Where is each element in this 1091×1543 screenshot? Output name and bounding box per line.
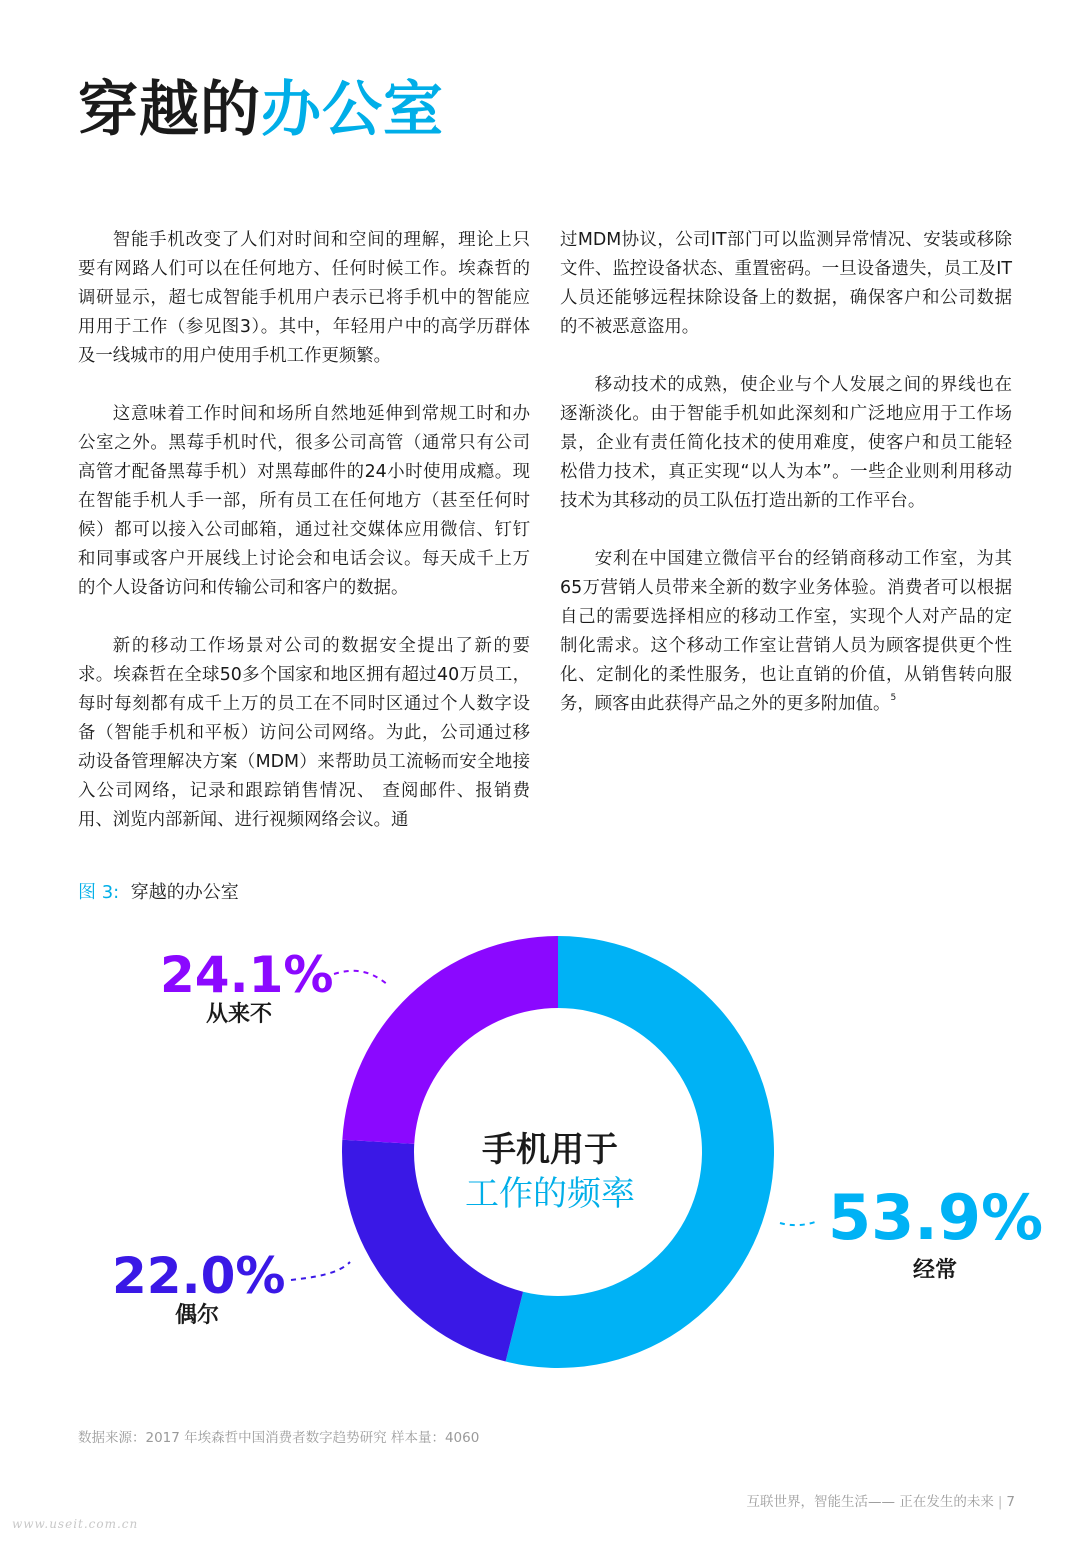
label-often-category: 经常: [913, 1258, 958, 1283]
leader-never: [334, 971, 388, 985]
label-often-percent: 53.9%: [828, 1181, 1044, 1254]
paragraph-continued: 过MDM协议，公司IT部门可以监测异常情况、安装或移除文件、监控设备状态、重置密码。一旦设备遗失，员工及IT人员还能够远程抹除设备上的数据，确保客户和公司数据的不被恶意盗用。: [560, 230, 1012, 337]
footer-separator: |: [997, 1494, 1003, 1510]
figure-title: 穿越的办公室: [130, 882, 239, 903]
data-source: 数据来源：2017 年埃森哲中国消费者数字趋势研究 样本量：4060: [78, 1430, 480, 1446]
page-title: [78, 72, 444, 148]
paragraph: 这意味着工作时间和场所自然地延伸到常规工时和办公室之外。黑莓手机时代，很多公司高管（通常只有公司高管才配备黑莓手机）对黑莓邮件的24小时使用成瘾。现在智能手机人手一部，所有员工在任何地方（甚至任何时候）都可以接入公司邮箱，通过社交媒体应用微信、钉钉和同事或客户开展线上讨论会和电话会议。每天成千上万的个人设备访问和传输公司和客户的数据。: [78, 404, 530, 598]
leader-sometimes: [291, 1262, 350, 1280]
donut-center-title: 手机用于: [482, 1130, 618, 1170]
paragraph: 新的移动工作场景对公司的数据安全提出了新的要求。埃森哲在全球50多个国家和地区拥有超过40万员工，每时每刻都有成千上万的员工在不同时区通过个人数字设备（智能手机和平板）访问公司网络。为此，公司通过移动设备管理解决方案（MDM）来帮助员工流畅而安全地接入公司网络，记录和跟踪销售情况、 查阅邮件、报销费用、浏览内部新闻、进行视频网络会议。通: [78, 636, 530, 830]
body-column-right: [560, 226, 1012, 748]
page-footer: [747, 1490, 1015, 1510]
donut-center-subtitle: 工作的频率: [465, 1174, 635, 1214]
label-sometimes-percent: 22.0%: [112, 1247, 286, 1305]
title-part-1: 穿越的: [78, 75, 261, 145]
label-never-percent: 24.1%: [160, 946, 334, 1004]
footer-text: 互联世界，智能生活—— 正在发生的未来: [746, 1494, 994, 1510]
paragraph: [560, 545, 1012, 719]
title-part-2: 办公室: [261, 75, 444, 145]
leader-often: [780, 1222, 815, 1225]
footnote-reference[interactable]: 5: [890, 693, 897, 703]
figure-number: 图 3:: [78, 882, 120, 903]
label-never-category: 从来不: [206, 1002, 273, 1027]
paragraph: 智能手机改变了人们对时间和空间的理解，理论上只要有网路人们可以在任何地方、任何时候工作。埃森哲的调研显示，超七成智能手机用户表示已将手机中的智能应用用于工作（参见图3）。其中，年轻用户中的高学历群体及一线城市的用户使用手机工作更频繁。: [78, 230, 530, 366]
paragraph-text: 安利在中国建立微信平台的经销商移动工作室，为其65万营销人员带来全新的数字业务体验。消费者可以根据自己的需要选择相应的移动工作室，实现个人对产品的定制化需求。这个移动工作室让营销人员为顾客提供更个性化、定制化的柔性服务，也让直销的价值，从销售转向服务，顾客由此获得产品之外的更多附加值。: [560, 549, 1012, 714]
paragraph: 移动技术的成熟，使企业与个人发展之间的界线也在逐渐淡化。由于智能手机如此深刻和广泛地应用于工作场景，企业有责任简化技术的使用难度，使客户和员工能轻松借力技术，真正实现“以人为本”。一些企业则利用移动技术为其移动的员工队伍打造出新的工作平台。: [560, 375, 1012, 511]
label-sometimes-category: 偶尔: [175, 1303, 220, 1328]
page-number: 7: [1006, 1494, 1015, 1510]
body-column-left: [78, 226, 530, 864]
watermark: www.useit.com.cn: [12, 1517, 139, 1531]
segment-never: [342, 936, 558, 1144]
